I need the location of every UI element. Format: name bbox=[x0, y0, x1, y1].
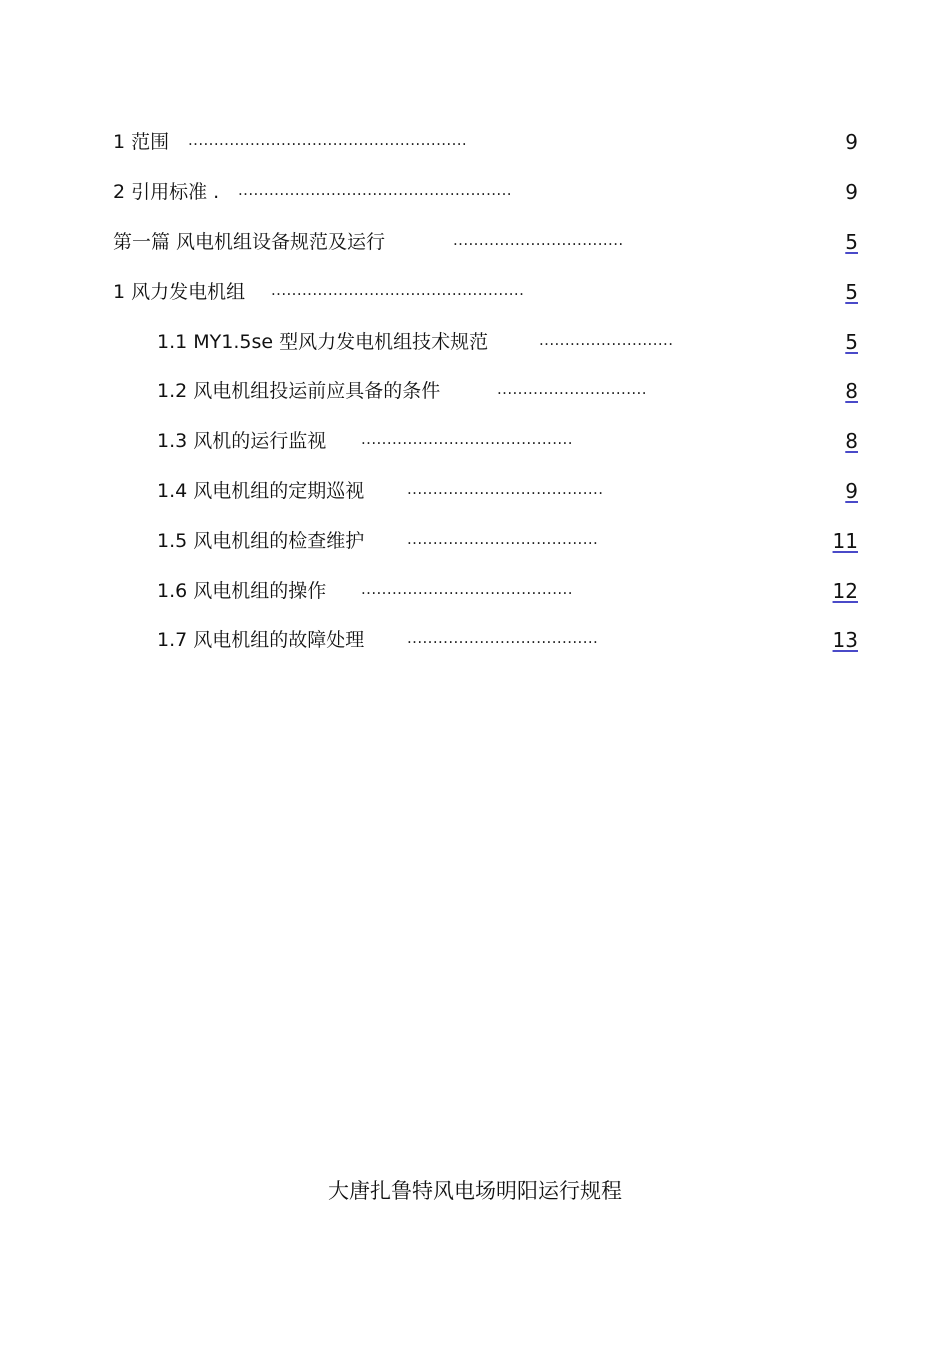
toc-leader-dots: ............................. bbox=[497, 380, 647, 398]
toc-entry-label: 1.4 风电机组的定期巡视 bbox=[157, 480, 365, 502]
document-footer-title: 大唐扎鲁特风电场明阳运行规程 bbox=[328, 1179, 622, 1203]
toc-entry-1-1[interactable] bbox=[157, 327, 858, 357]
toc-entry-part-one[interactable] bbox=[113, 227, 858, 257]
toc-entry-1-5[interactable] bbox=[157, 526, 858, 556]
toc-entry-label: 2 引用标准 . bbox=[113, 181, 220, 203]
toc-entry-label: 1.6 风电机组的操作 bbox=[157, 580, 327, 602]
toc-page-number[interactable]: 8 bbox=[845, 379, 858, 403]
toc-page-number[interactable]: 5 bbox=[845, 280, 858, 304]
toc-leader-dots: ...................................................... bbox=[188, 131, 468, 149]
toc-page-number[interactable]: 5 bbox=[845, 230, 858, 254]
toc-leader-dots: ................................................. bbox=[271, 281, 525, 299]
toc-entry-1-2[interactable] bbox=[157, 376, 858, 406]
toc-page-number[interactable]: 9 bbox=[845, 479, 858, 503]
toc-page-number[interactable]: 9 bbox=[845, 130, 858, 154]
toc-leader-dots: ......................................... bbox=[361, 430, 573, 448]
toc-leader-dots: ..................................... bbox=[407, 530, 599, 548]
toc-leader-dots: .......................... bbox=[539, 331, 674, 349]
toc-page-number[interactable]: 9 bbox=[845, 180, 858, 204]
toc-entry-scope[interactable] bbox=[113, 127, 858, 157]
toc-page-number[interactable]: 11 bbox=[832, 529, 858, 553]
toc-leader-dots: ......................................... bbox=[361, 580, 573, 598]
toc-entry-1-3[interactable] bbox=[157, 426, 858, 456]
toc-entry-wind-turbine[interactable] bbox=[113, 277, 858, 307]
toc-entry-label: 1.1 MY1.5se 型风力发电机组技术规范 bbox=[157, 331, 489, 353]
toc-entry-references[interactable] bbox=[113, 177, 858, 207]
toc-leader-dots: ..................................................... bbox=[238, 181, 512, 199]
toc-entry-label: 1.5 风电机组的检查维护 bbox=[157, 530, 365, 552]
toc-leader-dots: ..................................... bbox=[407, 629, 599, 647]
toc-entry-label: 第一篇 风电机组设备规范及运行 bbox=[113, 231, 386, 253]
toc-page-number[interactable]: 12 bbox=[832, 579, 858, 603]
toc-entry-label: 1.3 风机的运行监视 bbox=[157, 430, 327, 452]
toc-page-number[interactable]: 8 bbox=[845, 429, 858, 453]
toc-entry-label: 1.7 风电机组的故障处理 bbox=[157, 629, 365, 651]
toc-entry-1-4[interactable] bbox=[157, 476, 858, 506]
toc-leader-dots: ................................. bbox=[453, 231, 624, 249]
toc-page-number[interactable]: 13 bbox=[832, 628, 858, 652]
toc-entry-label: 1.2 风电机组投运前应具备的条件 bbox=[157, 380, 441, 402]
toc-entry-label: 1 风力发电机组 bbox=[113, 281, 246, 303]
toc-leader-dots: ...................................... bbox=[407, 480, 604, 498]
toc-entry-label: 1 范围 bbox=[113, 131, 170, 153]
toc-entry-1-6[interactable] bbox=[157, 576, 858, 606]
toc-page-number[interactable]: 5 bbox=[845, 330, 858, 354]
toc-entry-1-7[interactable] bbox=[157, 625, 858, 655]
